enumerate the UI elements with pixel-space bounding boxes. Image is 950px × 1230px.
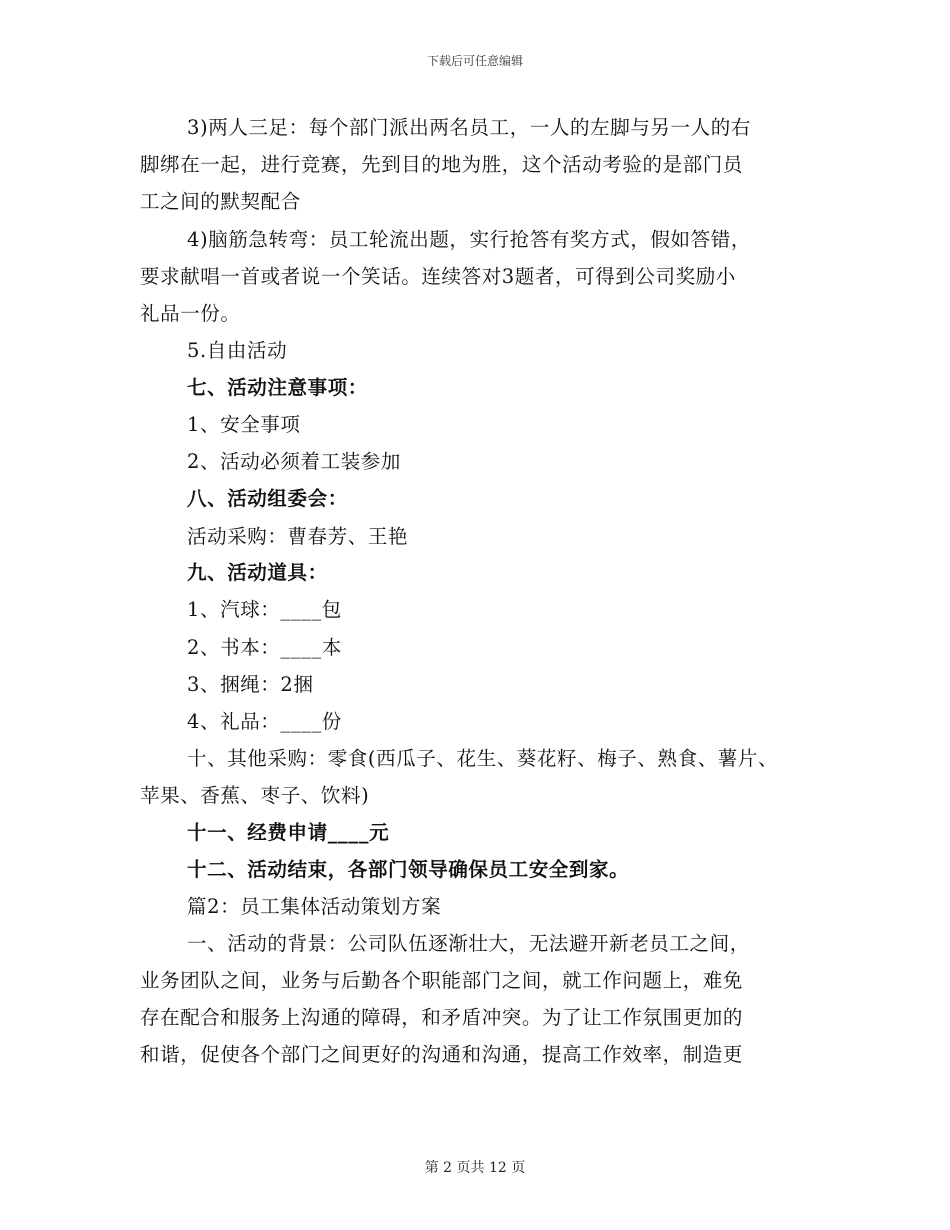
text-line: 要求献唱一首或者说一个笑话。连续答对3题者，可得到公司奖励小 [140, 265, 736, 288]
text-line: 3)两人三足：每个部门派出两名员工，一人的左脚与另一人的右 [187, 116, 751, 139]
text-line: 礼品一份。 [140, 302, 241, 325]
text-line: 1、安全事项 [187, 413, 301, 436]
text-line: 十二、活动结束，各部门领导确保员工安全到家。 [187, 858, 630, 881]
text-line: 2、活动必须着工装参加 [187, 450, 402, 473]
page-header: 下载后可任意编辑 [426, 54, 523, 68]
text-line: 脚绑在一起，进行竞赛，先到目的地为胜，这个活动考验的是部门员 [140, 153, 744, 176]
text-line: 5.自由活动 [187, 339, 288, 362]
text-line: 九、活动道具： [187, 561, 328, 584]
text-line: 活动采购：曹春芳、王艳 [187, 525, 409, 548]
text-line: 3、捆绳：2捆 [187, 673, 314, 696]
text-line: 存在配合和服务上沟通的障碍，和矛盾冲突。为了让工作氛围更加的 [140, 1006, 744, 1029]
text-line: 七、活动注意事项： [187, 376, 368, 399]
text-line: 业务团队之间，业务与后勤各个职能部门之间，就工作问题上，难免 [140, 969, 744, 992]
text-line: 2、书本：____本 [187, 636, 342, 659]
text-line: 和谐，促使各个部门之间更好的沟通和沟通，提高工作效率，制造更 [140, 1043, 744, 1066]
page-footer: 第 2 页共 12 页 [424, 1160, 526, 1176]
text-line: 4、礼品：____份 [187, 710, 342, 733]
text-line: 4)脑筋急转弯：员工轮流出题，实行抢答有奖方式，假如答错， [187, 228, 751, 251]
text-line: 1、汽球：____包 [187, 598, 342, 621]
text-line: 工之间的默契配合 [140, 190, 301, 213]
text-line: 十一、经费申请____元 [187, 821, 390, 844]
text-line: 十、其他采购：零食(西瓜子、花生、葵花籽、梅子、熟食、薯片、 [187, 747, 779, 770]
text-line: 一、活动的背景：公司队伍逐渐壮大，无法避开新老员工之间， [187, 932, 750, 955]
text-line: 苹果、香蕉、枣子、饮料) [140, 784, 370, 807]
text-line: 八、活动组委会： [187, 487, 348, 510]
text-line: 篇2：员工集体活动策划方案 [187, 895, 442, 918]
